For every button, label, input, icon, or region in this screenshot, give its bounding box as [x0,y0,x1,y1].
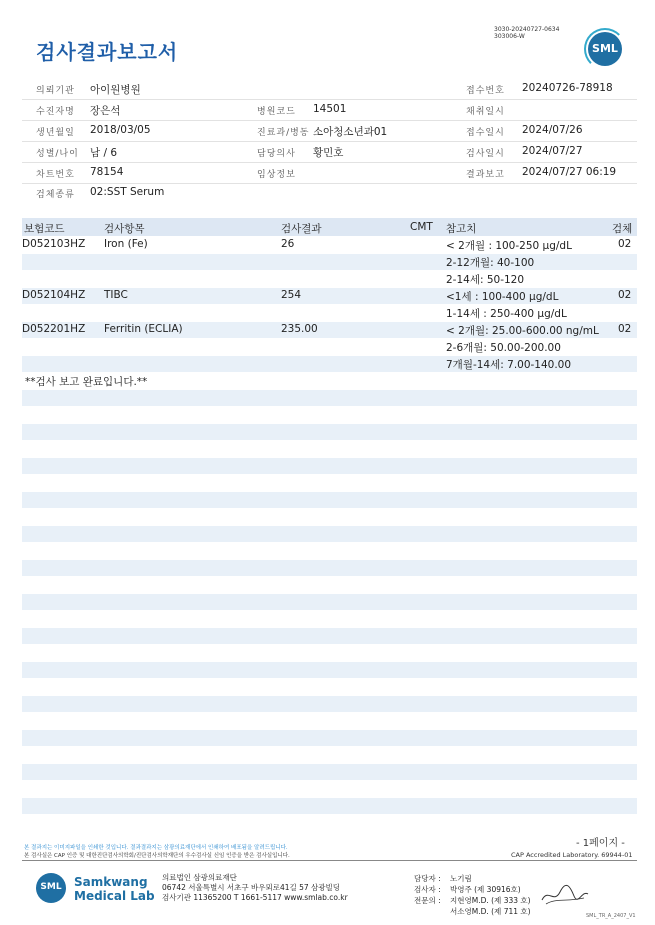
info-row-2: 수진자명 장은석 병원코드 14501 채취일시 [22,100,637,121]
table-row: D052104HZ TIBC 254 <1세 : 100-400 μg/dL 02 [22,288,637,304]
info-row-4: 성별/나이 남 / 6 담당의사 황민호 검사일시 2024/07/27 [22,142,637,163]
footer-divider [22,860,637,861]
empty-row [22,526,637,542]
sml-logo: SML [588,32,622,66]
footer-org-name: Samkwang Medical Lab [74,875,155,903]
patient-name: 장은석 [90,105,121,117]
department: 소아청소년과01 [313,126,388,138]
test-date: 2024/07/27 [522,145,583,157]
footer-staff: 담당자 : 노기림 검사자 : 박영주 (제 30916호) 전문의 : 지현영M.D. (제 333 호) 서소영M.D. (제 711 호) [414,874,531,916]
empty-row [22,390,637,406]
table-row: D052103HZ Iron (Fe) 26 < 2개월 : 100-250 μg/dL 02 [22,238,632,252]
hospital-name: 아이원병원 [90,84,141,96]
completion-note-row [22,373,637,389]
page-title: 검사결과보고서 [36,40,179,64]
completion-note: **검사 보고 완료입니다.** [25,376,148,388]
cap-accreditation: CAP Accredited Laboratory. 69944-01 [511,851,633,859]
table-row: 1-14세 : 250-400 μg/dL [446,308,567,320]
table-row: 2-6개월: 50.00-200.00 [446,342,561,354]
doctor-name: 황민호 [313,147,344,159]
info-row-6: 검체종류 02:SST Serum [36,186,165,200]
sex-age: 남 / 6 [90,147,118,159]
info-row-1: 의뢰기관 아이원병원 접수번호 20240726-78918 [22,79,637,100]
empty-row [22,798,637,814]
empty-row [22,594,637,610]
table-row: D052201HZ Ferritin (ECLIA) 235.00 < 2개월: 25.00-600.00 ng/mL 02 [22,322,637,338]
accreditation-notice: 본 검사실은 CAP 인증 및 대한진단검사의학회/진단검사의학재단의 우수검사실 신임 인증을 받은 검사실입니다. [24,853,290,859]
footer-sml-logo: SML [36,873,66,903]
empty-row [22,560,637,576]
document-code: 3030-20240727-0634 303006-W [494,26,560,40]
signature-icon [540,882,590,908]
receipt-date: 2024/07/26 [522,124,583,136]
report-datetime: 2024/07/27 06:19 [522,166,617,178]
empty-row [22,492,637,508]
info-row-5: 차트번호 78154 임상정보 결과보고 2024/07/27 06:19 [22,163,637,184]
info-row-3: 생년월일 2018/03/05 진료과/병동 소아청소년과01 접수일시 2024/07/26 [22,121,637,142]
empty-row [22,764,637,780]
birth-date: 2018/03/05 [90,124,151,136]
receipt-number: 20240726-78918 [522,82,613,94]
footer-address: 의료법인 삼광의료재단 06742 서울특별시 서초구 바우뫼로41길 57 삼광빌딩 검사기관 11365200 T 1661-5117 www.smlab.co.kr [162,873,348,902]
page-number: - 1페이지 - [576,838,625,849]
empty-row [22,458,637,474]
empty-row [22,662,637,678]
empty-row [22,730,637,746]
empty-row [22,696,637,712]
table-row: 7개월-14세: 7.00-140.00 [22,356,637,372]
empty-row [22,424,637,440]
form-code: SML_TR_A_2407_V1 [586,913,636,919]
footer-notice: 본 결과지는 이미지파일을 인쇄한 것입니다. 결과결과지는 삼광의료재단에서 인쇄하여 배포됨을 알려드립니다. [24,845,288,851]
table-row: 2-14세: 50-120 [446,274,525,286]
hospital-code: 14501 [313,103,347,115]
specimen-type: 02:SST Serum [90,186,165,198]
table-row: 2-12개월: 40-100 [22,254,637,270]
empty-row [22,628,637,644]
chart-number: 78154 [90,166,124,178]
results-table-header: 보험코드 검사항목 검사결과 CMT 참고치 검체 [22,218,637,236]
